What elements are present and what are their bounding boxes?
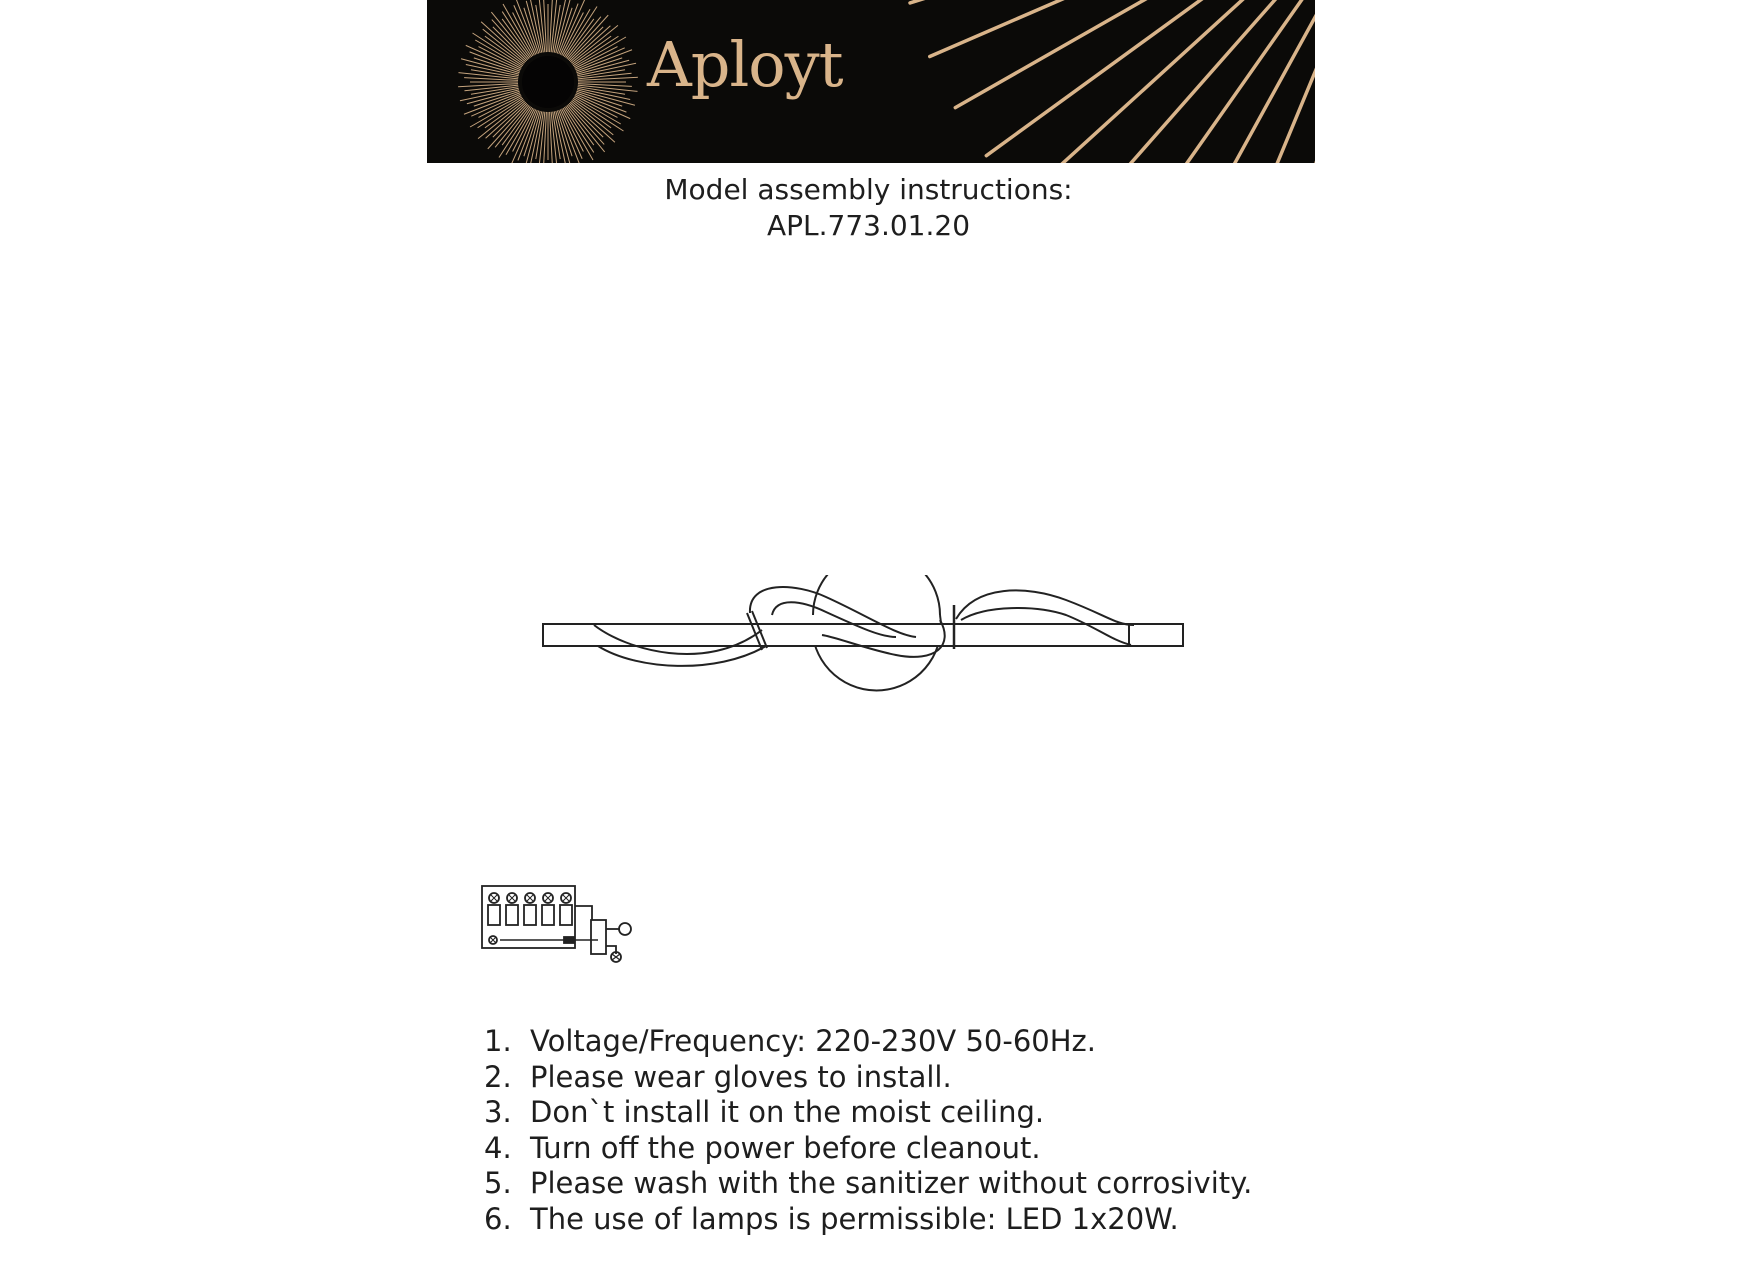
instruction-item <box>484 1131 1252 1167</box>
instruction-item <box>484 1202 1252 1238</box>
sunburst-decoration <box>427 0 1315 163</box>
sunburst-ray <box>557 111 572 157</box>
connector-icon <box>591 920 606 954</box>
terminal-slot <box>488 905 500 925</box>
led-tube-right <box>956 590 1134 625</box>
sunburst-ray <box>569 27 603 61</box>
sunburst-ray <box>524 111 539 157</box>
sunburst-ray <box>524 8 539 54</box>
sunburst-ray <box>1208 0 1315 163</box>
sunburst-ray <box>556 111 570 163</box>
sunburst-ray <box>930 0 1315 57</box>
brand-logo-text: Aployt <box>647 28 843 101</box>
wiring-diagram <box>480 884 650 964</box>
live-wire-terminal-icon <box>619 923 631 935</box>
instruction-item <box>484 1060 1252 1096</box>
item-text: Please wash with the sanitizer without corrosivity. <box>530 1166 1253 1200</box>
sunburst-ray <box>557 8 572 54</box>
sunburst-ray <box>474 91 520 106</box>
sunburst-ray <box>577 60 629 74</box>
sunburst-ray <box>493 103 527 137</box>
item-number: 3. <box>484 1095 512 1129</box>
item-number: 2. <box>484 1059 512 1094</box>
model-number: APL.773.01.20 <box>766 209 971 242</box>
product-drawing <box>536 575 1192 693</box>
terminal-slot <box>542 905 554 925</box>
sunburst-ray <box>526 1 540 53</box>
sunburst-ray <box>910 0 1315 3</box>
item-number: 1. <box>484 1024 512 1058</box>
item-text: Voltage/Frequency: 220-230V 50-60Hz. <box>530 1024 1096 1058</box>
instruction-item <box>484 1024 1252 1060</box>
terminal-slot <box>506 905 518 925</box>
sunburst-ray <box>569 103 603 137</box>
sunburst-ray <box>493 27 527 61</box>
sunburst-ray <box>986 0 1315 156</box>
sunburst-ray <box>577 91 623 106</box>
item-number: 6. <box>484 1201 512 1236</box>
brand-banner <box>427 0 1315 163</box>
sunburst-ray <box>467 90 519 104</box>
sunburst-ray <box>1108 0 1315 163</box>
item-text: Please wear gloves to install. <box>530 1059 952 1094</box>
item-number: 4. <box>484 1130 512 1165</box>
sunburst-ray <box>474 58 520 73</box>
sunburst-ray <box>577 90 635 106</box>
item-text: Turn off the power before cleanout. <box>530 1130 1041 1165</box>
document-title <box>0 172 1737 244</box>
item-text: Don`t install it on the moist ceiling. <box>530 1095 1045 1129</box>
item-number: 5. <box>484 1166 512 1200</box>
instruction-list <box>484 1024 1252 1237</box>
sunburst-ray <box>1156 0 1315 163</box>
terminal-slot <box>560 905 572 925</box>
instruction-item <box>484 1166 1252 1202</box>
sun-disc-icon <box>522 56 574 108</box>
item-text: The use of lamps is permissible: LED 1x20W. <box>530 1201 1179 1236</box>
sunburst-ray <box>461 59 519 75</box>
terminal-slot <box>524 905 536 925</box>
title-heading: Model assembly instructions: <box>664 173 1073 206</box>
sunburst-ray <box>577 58 623 73</box>
instruction-item <box>484 1095 1252 1131</box>
